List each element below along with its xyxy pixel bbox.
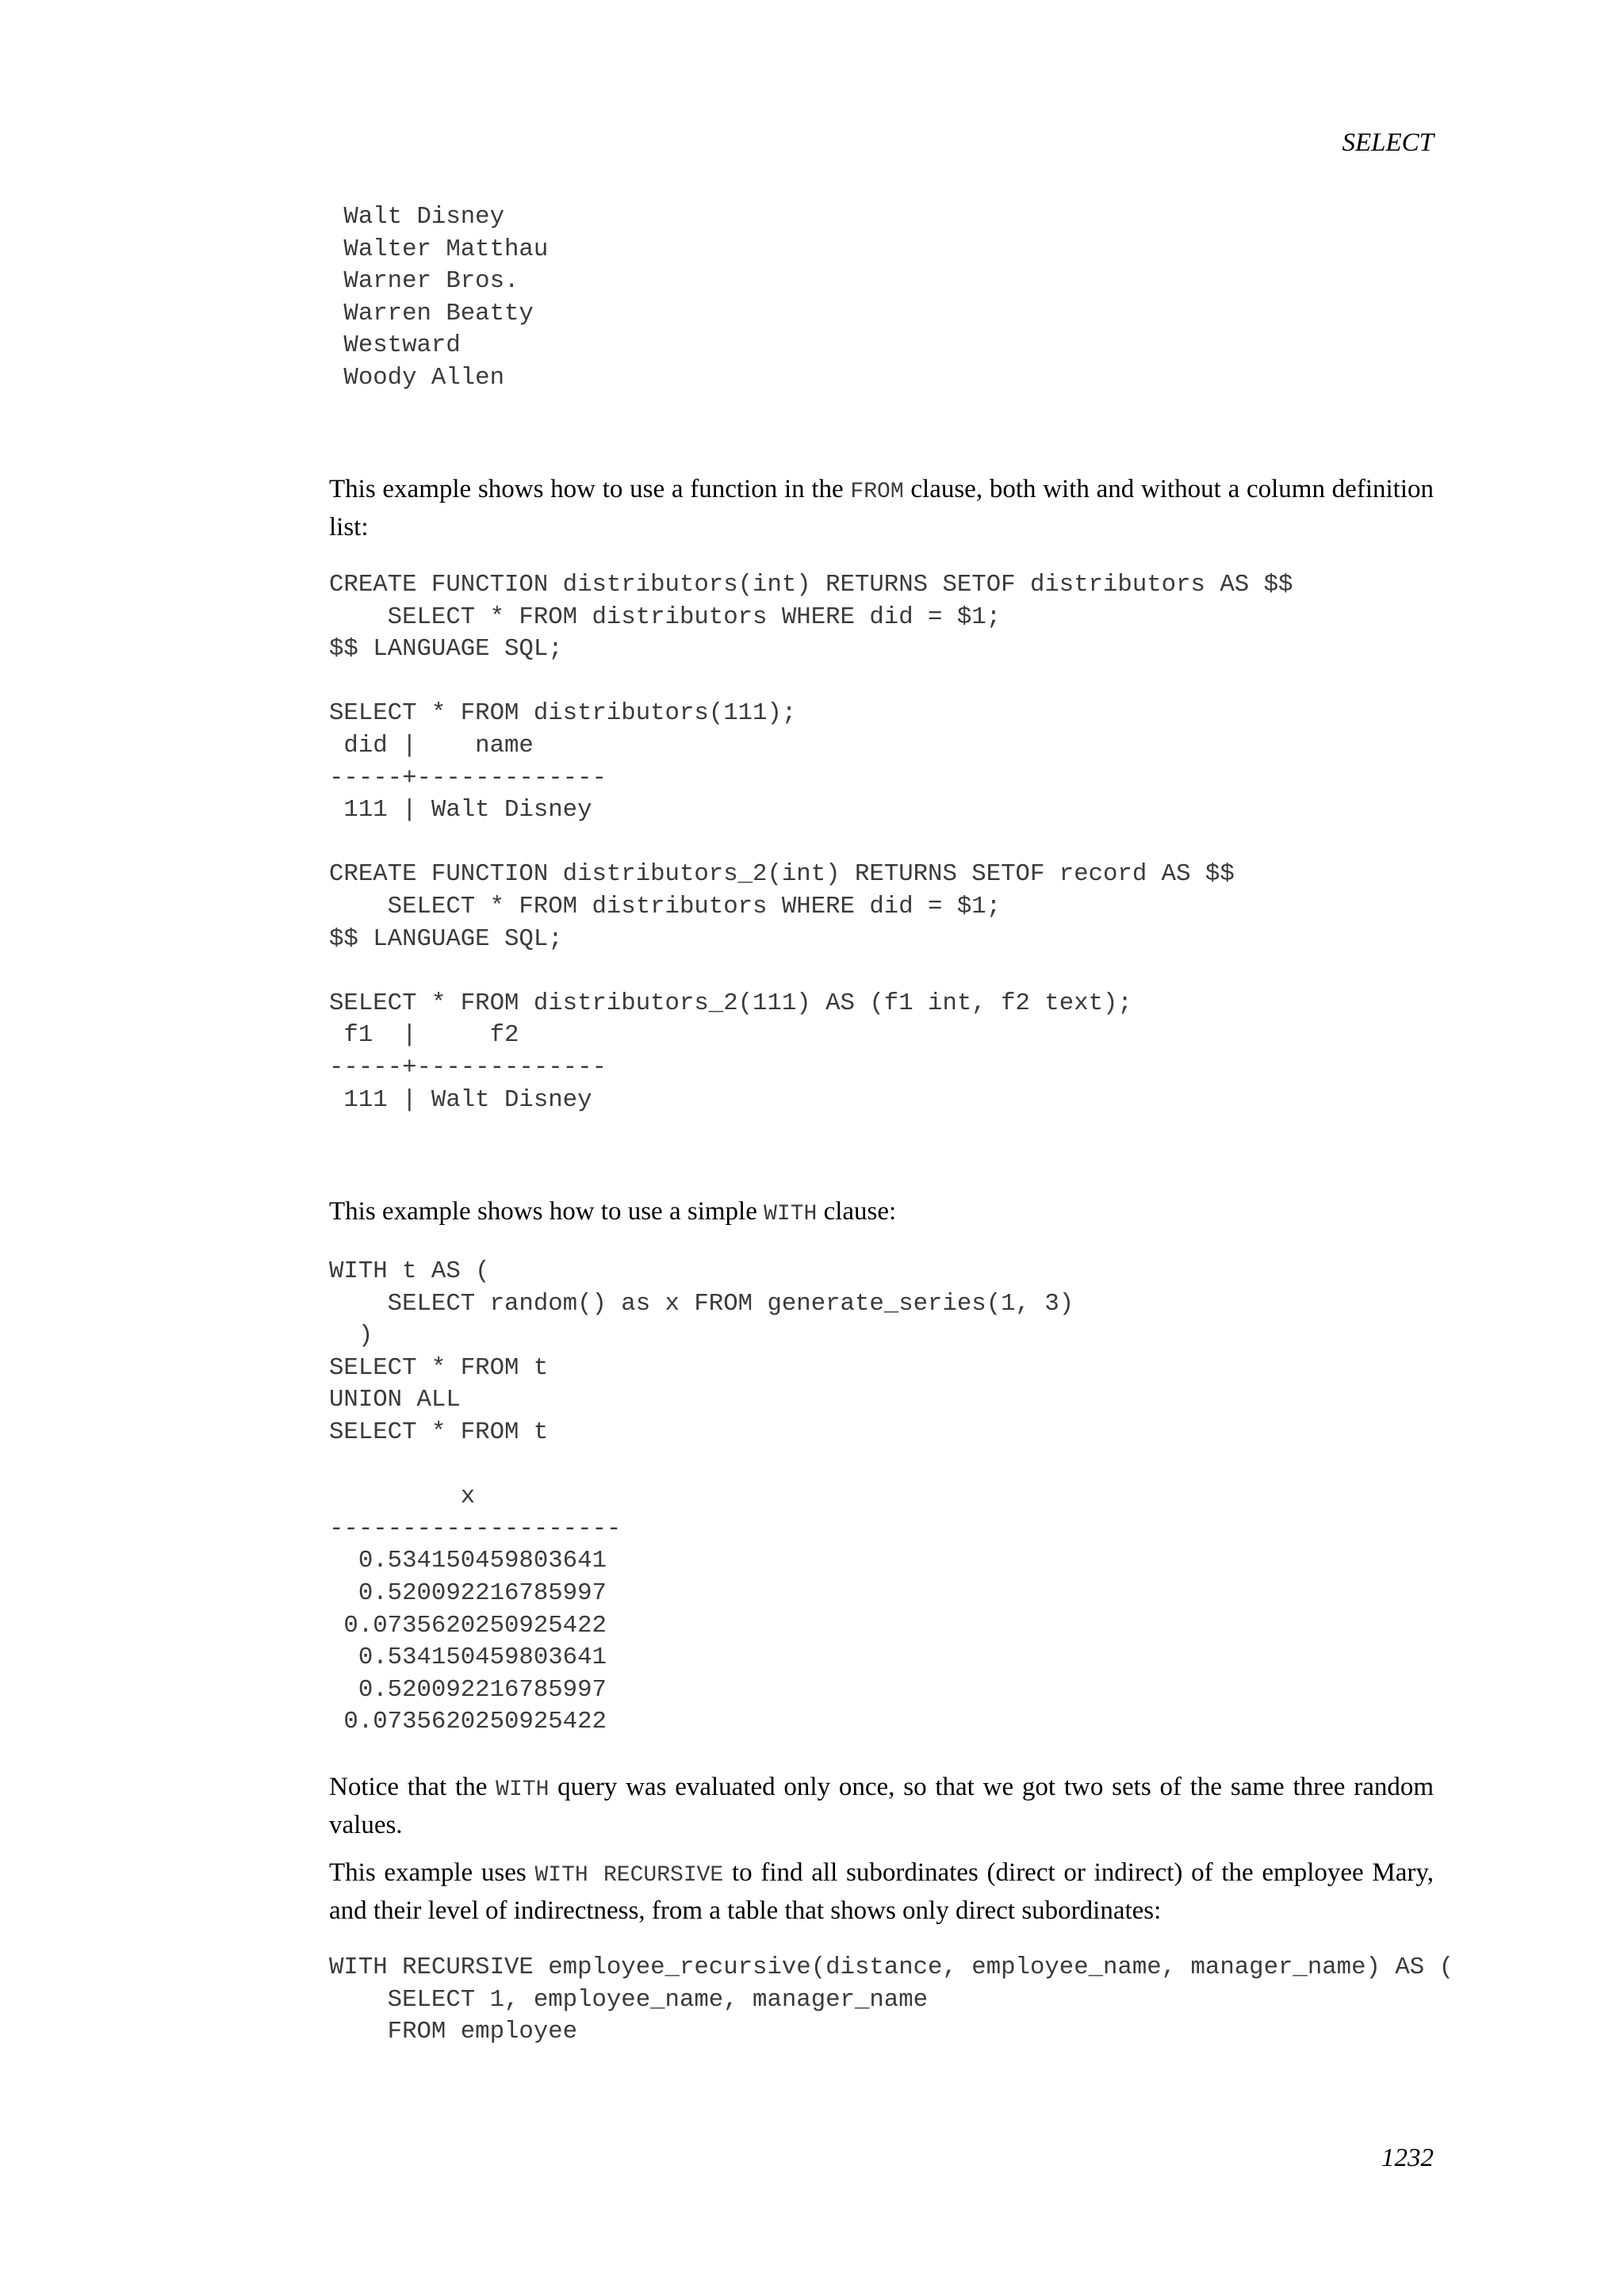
names-tail-listing xyxy=(329,201,1434,395)
text-run: clause, both with and without a column definition list: xyxy=(329,475,1434,541)
text-run: Notice that the xyxy=(329,1773,496,1801)
document-page xyxy=(329,0,1454,2296)
paragraph xyxy=(329,1855,1434,1928)
paragraph xyxy=(329,472,1434,545)
paragraph xyxy=(329,1194,1434,1232)
inline-code: WITH xyxy=(496,1777,550,1802)
inline-code: FROM xyxy=(850,480,904,504)
recursive-intro-paragraph xyxy=(329,1855,1434,1928)
with-intro-paragraph xyxy=(329,1194,1434,1232)
code-block: Walt Disney Walter Matthau Warner Bros. Warren Beatty Westward Woody Allen xyxy=(343,203,549,392)
code-block: WITH RECURSIVE employee_recursive(distance, employee_name, manager_name) AS ( SELECT 1, employee_name, manager_name FROM employee xyxy=(329,1954,1454,2046)
text-run: clause: xyxy=(817,1197,897,1226)
text-run: This example uses xyxy=(329,1858,535,1887)
function-intro-paragraph xyxy=(329,472,1434,545)
code-block: CREATE FUNCTION distributors(int) RETURNS SETOF distributors AS $$ SELECT * FROM distributors WHERE did = $1; $$ LANGUAGE SQL; SELECT * FROM distributors(111); did | name -----+------------- 111 | Walt Disney CREATE FUNCTION distributors_2(int) RETURNS SETOF record AS $$ SELECT * FROM distributors WHERE did = $1; $$ LANGUAGE SQL; SELECT * FROM distributors_2(111) AS (f1 int, f2 text); f1 | f2 -----+------------- 111 | Walt Disney xyxy=(329,571,1293,1114)
running-header: SELECT xyxy=(1342,128,1434,157)
text-run: to find all subordinates (direct or indirect) of the employee Mary, and their level of indirectness, from a table that shows only direct subordinates: xyxy=(329,1858,1434,1925)
inline-code: WITH xyxy=(764,1202,818,1226)
text-run: query was evaluated only once, so that we got two sets of the same three random values. xyxy=(329,1773,1434,1839)
recursive-example-listing xyxy=(329,1952,1454,2049)
text-run: This example shows how to use a function in the xyxy=(329,475,851,503)
with-example-listing xyxy=(329,1256,1434,1739)
code-block: WITH t AS ( SELECT random() as x FROM generate_series(1, 3) ) SELECT * FROM t UNION ALL SELECT * FROM t x -------------------- 0.534150459803641 0.520092216785997 0.0735620250925422 0.534150459803641 0.520092216785997 0.0735620250925422 xyxy=(329,1257,1074,1736)
with-notice-paragraph xyxy=(329,1770,1434,1843)
function-example-listing xyxy=(329,569,1434,1116)
text-run: This example shows how to use a simple xyxy=(329,1197,764,1226)
page-number: 1232 xyxy=(1381,2144,1434,2172)
inline-code: WITH RECURSIVE xyxy=(534,1863,724,1888)
paragraph xyxy=(329,1770,1434,1843)
